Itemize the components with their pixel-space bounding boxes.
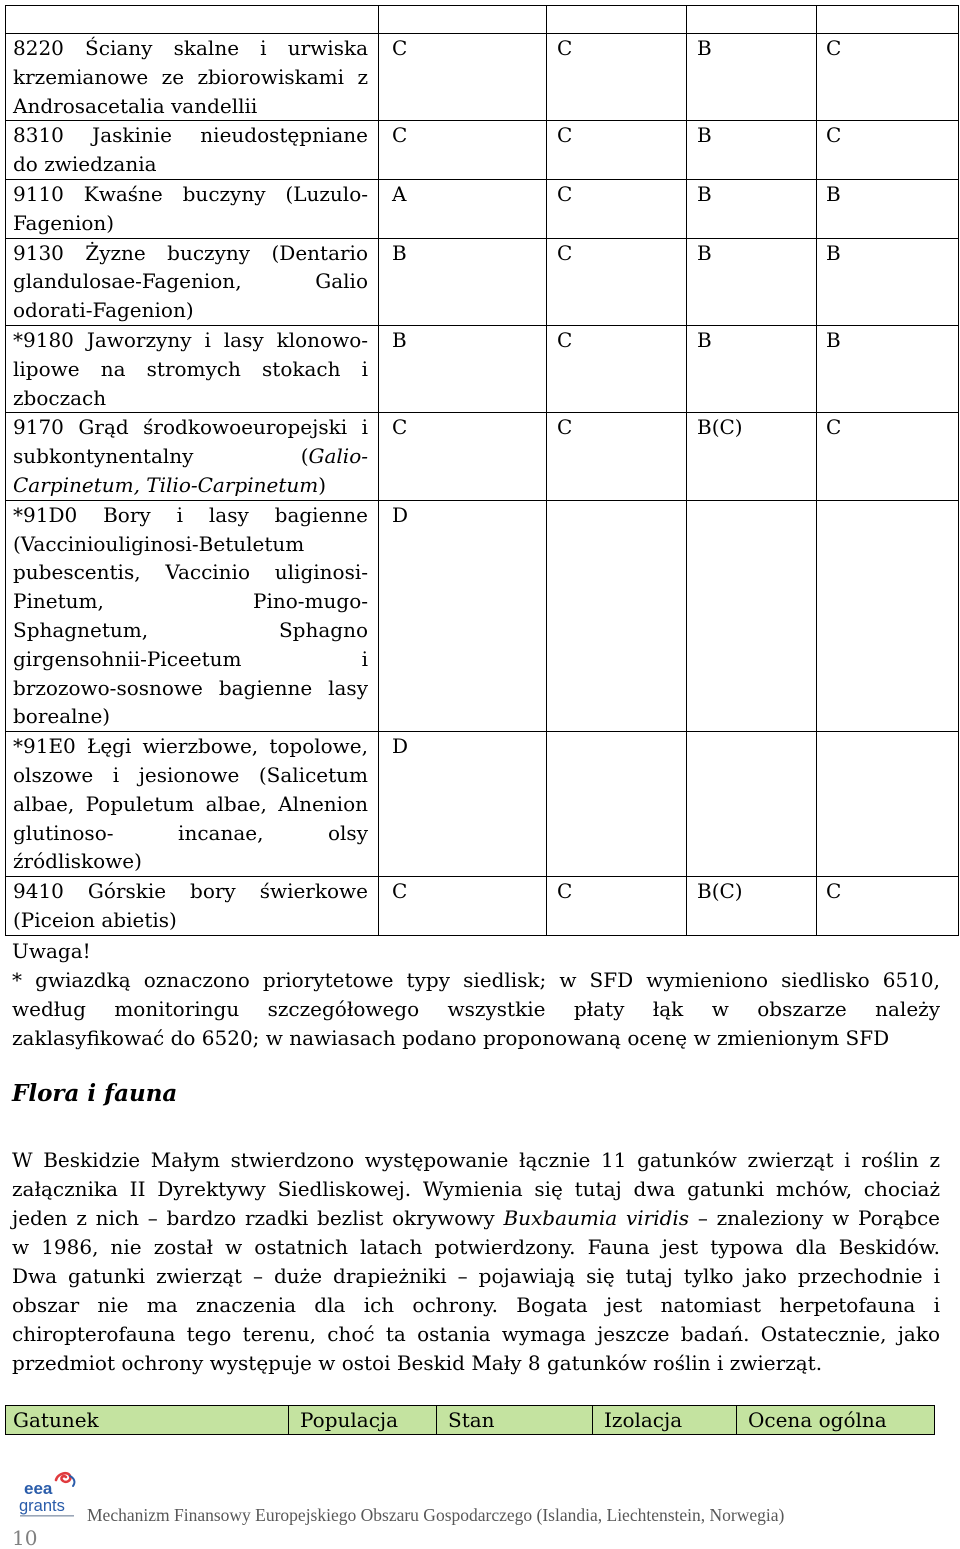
- assessment-cell: C: [547, 34, 687, 121]
- note-line: * gwiazdką oznaczono priorytetowe typy siedlisk; w SFD wymieniono siedlisko 6510,: [12, 968, 940, 992]
- assessment-cell: C: [547, 179, 687, 238]
- assessment-cell: B(C): [687, 877, 817, 936]
- species-latin-name: Buxbaumia viridis: [503, 1206, 690, 1230]
- assessment-cell: C: [379, 877, 547, 936]
- assessment-cell: C: [547, 325, 687, 412]
- table-cell: [817, 6, 959, 34]
- assessment-cell: [547, 732, 687, 877]
- assessment-cell: C: [817, 121, 959, 180]
- note-title: Uwaga!: [12, 939, 91, 963]
- table-cell: [687, 6, 817, 34]
- column-header-condition: Stan: [437, 1406, 593, 1435]
- table-cell: [379, 6, 547, 34]
- assessment-cell: [817, 732, 959, 877]
- habitat-name-cell: [6, 179, 379, 238]
- assessment-cell: C: [379, 121, 547, 180]
- habitat-name-line: 9130 Żyzne buczyny (Dentario: [13, 240, 368, 265]
- habitat-name-line: 9110 Kwaśne buczyny (Luzulo-: [13, 181, 368, 206]
- habitat-name-cell: [6, 877, 379, 936]
- assessment-cell: B: [379, 238, 547, 325]
- table-row: [6, 413, 959, 500]
- habitat-name-cell: [6, 325, 379, 412]
- assessment-cell: [547, 500, 687, 731]
- habitat-name-cell: [6, 500, 379, 731]
- habitat-name-line: borealne): [13, 704, 111, 729]
- habitat-name-line: albae, Populetum albae, Alnenion: [13, 791, 368, 816]
- section-heading: Flora i fauna: [12, 1080, 178, 1107]
- habitat-name-line: *91E0 Łęgi wierzbowe, topolowe,: [13, 734, 368, 759]
- habitat-name-cell: [6, 121, 379, 180]
- assessment-cell: C: [547, 413, 687, 500]
- paragraph-line: chiropterofauna tego terenu, choć ta ostania wymaga jeszcze badań. Ostatecznie, jako: [12, 1322, 940, 1346]
- assessment-cell: B: [687, 179, 817, 238]
- paragraph-line: w 1986, nie został w ostatnich latach potwierdzony. Fauna jest typowa dla Beskidów.: [12, 1235, 940, 1259]
- habitat-name-line: olszowe i jesionowe (Salicetum: [13, 762, 368, 787]
- assessment-cell: C: [379, 34, 547, 121]
- assessment-cell: B: [687, 325, 817, 412]
- habitat-name-line: brzozowo-sosnowe bagienne lasy: [13, 675, 368, 700]
- logo-text-grants: grants: [19, 1497, 65, 1515]
- habitat-name-line: odorati-Fagenion): [13, 298, 194, 323]
- assessment-cell: B: [687, 34, 817, 121]
- table-row: [6, 179, 959, 238]
- habitat-name-line: zboczach: [13, 385, 107, 410]
- assessment-cell: B: [687, 238, 817, 325]
- assessment-cell: C: [547, 238, 687, 325]
- logo-swirl-shape: [56, 1473, 70, 1482]
- note-line: zaklasyfikować do 6520; w nawiasach podano proponowaną ocenę w zmienionym SFD: [12, 1026, 890, 1050]
- table-row: [6, 325, 959, 412]
- assessment-cell: B: [817, 238, 959, 325]
- habitat-name-cell: [6, 732, 379, 877]
- logo-tagline-mark: [20, 1515, 74, 1517]
- habitat-name-cell: [6, 413, 379, 500]
- table-row: [6, 877, 959, 936]
- assessment-cell: B(C): [687, 413, 817, 500]
- footer-text: Mechanizm Finansowy Europejskiego Obszaru Gospodarczego (Islandia, Liechtenstein, Norwegia): [87, 1505, 785, 1525]
- table-row: [6, 500, 959, 731]
- table-cell: [547, 6, 687, 34]
- assessment-cell: C: [817, 34, 959, 121]
- habitat-latin-name: Carpinetum, Tilio-Carpinetum: [13, 472, 319, 497]
- habitat-name-text: ): [318, 472, 327, 497]
- assessment-cell: B: [817, 179, 959, 238]
- habitat-name-line: 9410 Górskie bory świerkowe: [13, 879, 368, 904]
- habitat-name-line: Androsacetalia vandellii: [13, 93, 258, 118]
- note-block: [12, 937, 940, 1053]
- paragraph-line: Dwa gatunki zwierząt – duże drapieżniki – pojawiają się tutaj tylko jako przechodnie i: [12, 1264, 940, 1288]
- habitat-latin-name: Galio-: [308, 444, 368, 469]
- column-header-population: Populacja: [289, 1406, 437, 1435]
- page-number: 10: [12, 1526, 38, 1549]
- assessment-cell: B: [817, 325, 959, 412]
- habitat-name-text: subkontynentalny (: [13, 444, 309, 469]
- assessment-cell: [817, 500, 959, 731]
- assessment-cell: [687, 732, 817, 877]
- column-header-isolation: Izolacja: [593, 1406, 737, 1435]
- eea-grants-logo-icon: [18, 1470, 80, 1522]
- note-line: według monitoringu szczegółowego wszystkie płaty łąk w obszarze należy: [12, 997, 940, 1021]
- table-row: [6, 34, 959, 121]
- assessment-cell: C: [817, 877, 959, 936]
- habitat-name-line: *9180 Jaworzyny i lasy klonowo-: [13, 327, 368, 352]
- species-table-header-row: [6, 1406, 935, 1435]
- habitat-name-line: glandulosae-Fagenion, Galio: [13, 269, 368, 294]
- assessment-cell: A: [379, 179, 547, 238]
- logo-text-eea: eea: [24, 1479, 53, 1498]
- habitat-name-line: Fagenion): [13, 210, 115, 235]
- habitat-name-line: glutinoso- incanae, olsy: [13, 820, 368, 845]
- table-row: [6, 732, 959, 877]
- table-row: [6, 121, 959, 180]
- species-table: [5, 1405, 935, 1435]
- habitat-name-line: [13, 471, 368, 500]
- habitat-name-line: *91D0 Bory i lasy bagienne: [13, 502, 368, 527]
- habitat-name-line: Sphagnetum, Sphagno: [13, 617, 368, 642]
- assessment-cell: C: [817, 413, 959, 500]
- habitat-name-line: Pinetum, Pino-mugo-: [13, 589, 368, 614]
- habitat-name-line: krzemianowe ze zbiorowiskami z: [13, 64, 368, 89]
- assessment-cell: B: [687, 121, 817, 180]
- assessment-cell: [687, 500, 817, 731]
- habitat-name-line: do zwiedzania: [13, 152, 157, 177]
- habitat-name-line: 9170 Grąd środkowoeuropejski i: [13, 415, 368, 440]
- habitat-assessment-table: [5, 5, 959, 936]
- column-header-species: Gatunek: [6, 1406, 289, 1435]
- habitat-name-line: źródliskowe): [13, 849, 142, 874]
- assessment-cell: C: [379, 413, 547, 500]
- habitat-name-cell: [6, 34, 379, 121]
- habitat-name-line: 8310 Jaskinie nieudostępniane: [13, 123, 368, 148]
- assessment-cell: D: [379, 500, 547, 731]
- paragraph-line: przedmiot ochrony występuje w ostoi Beskid Mały 8 gatunków roślin i zwierząt.: [12, 1351, 823, 1375]
- habitat-name-cell: [6, 238, 379, 325]
- habitat-name-line: lipowe na stromych stokach i: [13, 356, 368, 381]
- paragraph-text: – znaleziony w Porąbce: [689, 1206, 940, 1230]
- habitat-name-line: (Vacciniouliginosi-Betuletum: [13, 531, 305, 556]
- paragraph-line: załącznika II Dyrektywy Siedliskowej. Wymienia się tutaj dwa gatunki mchów, chociaż: [12, 1177, 940, 1201]
- paragraph-line: [12, 1204, 940, 1233]
- habitat-name-line: [13, 442, 368, 471]
- habitat-name-line: girgensohnii-Piceetum i: [13, 646, 368, 671]
- habitat-name-line: pubescentis, Vaccinio uliginosi-: [13, 560, 368, 585]
- habitat-name-line: 8220 Ściany skalne i urwiska: [13, 36, 368, 60]
- table-row: [6, 238, 959, 325]
- table-continuation-row: [6, 6, 959, 34]
- table-cell: [6, 6, 379, 34]
- assessment-cell: D: [379, 732, 547, 877]
- habitat-name-line: (Piceion abietis): [13, 907, 177, 932]
- paragraph-line: obszar nie ma znaczenia dla ich ochrony. Bogata jest natomiast herpetofauna i: [12, 1293, 940, 1317]
- assessment-cell: C: [547, 121, 687, 180]
- section-paragraph: [12, 1146, 940, 1378]
- column-header-overall: Ocena ogólna: [737, 1406, 935, 1435]
- logo-accent-shape: [70, 1476, 74, 1486]
- paragraph-line: W Beskidzie Małym stwierdzono występowanie łącznie 11 gatunków zwierząt i roślin z: [12, 1148, 940, 1172]
- paragraph-text: jeden z nich – bardzo rzadki bezlist okrywowy: [12, 1206, 504, 1230]
- assessment-cell: B: [379, 325, 547, 412]
- assessment-cell: C: [547, 877, 687, 936]
